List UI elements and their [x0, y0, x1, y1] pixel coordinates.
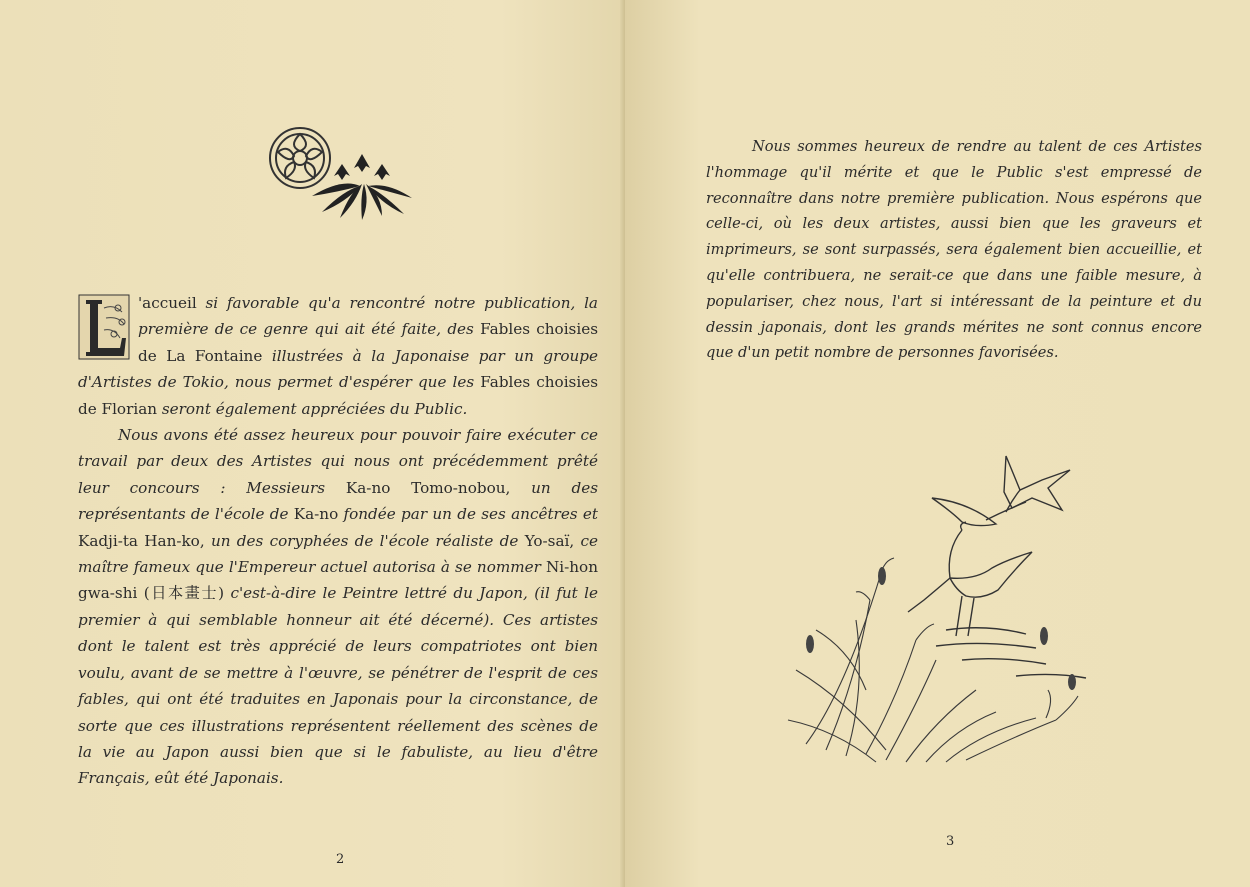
text-run: 'accueil — [138, 294, 206, 312]
text-run: seront également appréciées du Public. — [161, 399, 468, 418]
text-run: un des représentants de l'école de — [78, 478, 598, 524]
text-run: Nous avons été assez heureux pour pouvoir faire exécuter ce travail par deux des Artistes qui nous ont précédemment prêté leur concours : Messieurs — [78, 426, 598, 497]
text-run: Fables choisies de La Fontaine — [138, 320, 598, 365]
text-run: un des coryphées de l'école réaliste de — [210, 531, 525, 550]
closing-paragraph: Nous sommes heureux de rendre au talent de ces Artistes l'hommage qu'il mérite et que le Public s'est empressé de reconnaître dans notre première publication. Nous espérons que celle-ci, où les deux artistes, aussi bien que les graveurs et imprimeurs, se sont surpassés, sera également bien accueillie, et qu'elle contribuera, ne serait-ce que dans une faible mesure, à populariser, chez nous, l'art si intéressant de la peinture et du dessin japonais, dont les grands mérites ne sont connus encore que d'un petit nombre de personnes favorisées. — [706, 138, 1202, 362]
left-page-text — [78, 290, 598, 792]
text-run: fondée par un de ses ancêtres et — [343, 505, 598, 524]
text-run: Ka-no — [293, 505, 344, 524]
page-number-right: 3 — [946, 834, 955, 849]
right-page-text — [706, 134, 1202, 366]
page-number-left: 2 — [336, 852, 345, 867]
text-run: Fables choisies de Florian — [78, 373, 598, 418]
text-run: Kadji-ta Han-ko, — [78, 531, 211, 550]
floral-letter-icon — [78, 294, 130, 360]
artists-paragraph — [78, 422, 598, 792]
text-run: ce maître fameux que l'Empereur actuel autorisa à se nommer — [78, 531, 598, 577]
intro-paragraph — [78, 290, 598, 422]
text-run: Ka-no Tomo-nobou, — [345, 478, 532, 497]
paulownia-crest-icon — [262, 120, 414, 224]
text-run: si favorable qu'a rencontré notre publication, la première de ce genre qui ait été faite, des — [138, 294, 598, 339]
text-run: c'est-à-dire le Peintre lettré du Japon, (il fut le premier à qui semblable honneur ait été décerné). Ces artistes dont le talent est très apprécié de leurs compatriotes ont bien voulu, avant de se mettre à l'œuvre, se pénétrer de l'esprit de ces fables, qui ont été traduites en Japonais pour la circonstance, de sorte que ces illustrations représentent réellement des scènes de la vie au Japon aussi bien que si le fabuliste, au lieu d'être Français, eût été Japonais. — [78, 584, 598, 788]
text-run: illustrées à la Japonaise par un groupe d'Artistes de Tokio, nous permet d'espérer que les — [78, 346, 598, 392]
cranes-reeds-icon — [786, 450, 1096, 764]
text-run: Yo-saï, — [524, 531, 581, 550]
text-run: Ni-hon gwa-shi (日本畫士) — [78, 558, 598, 603]
